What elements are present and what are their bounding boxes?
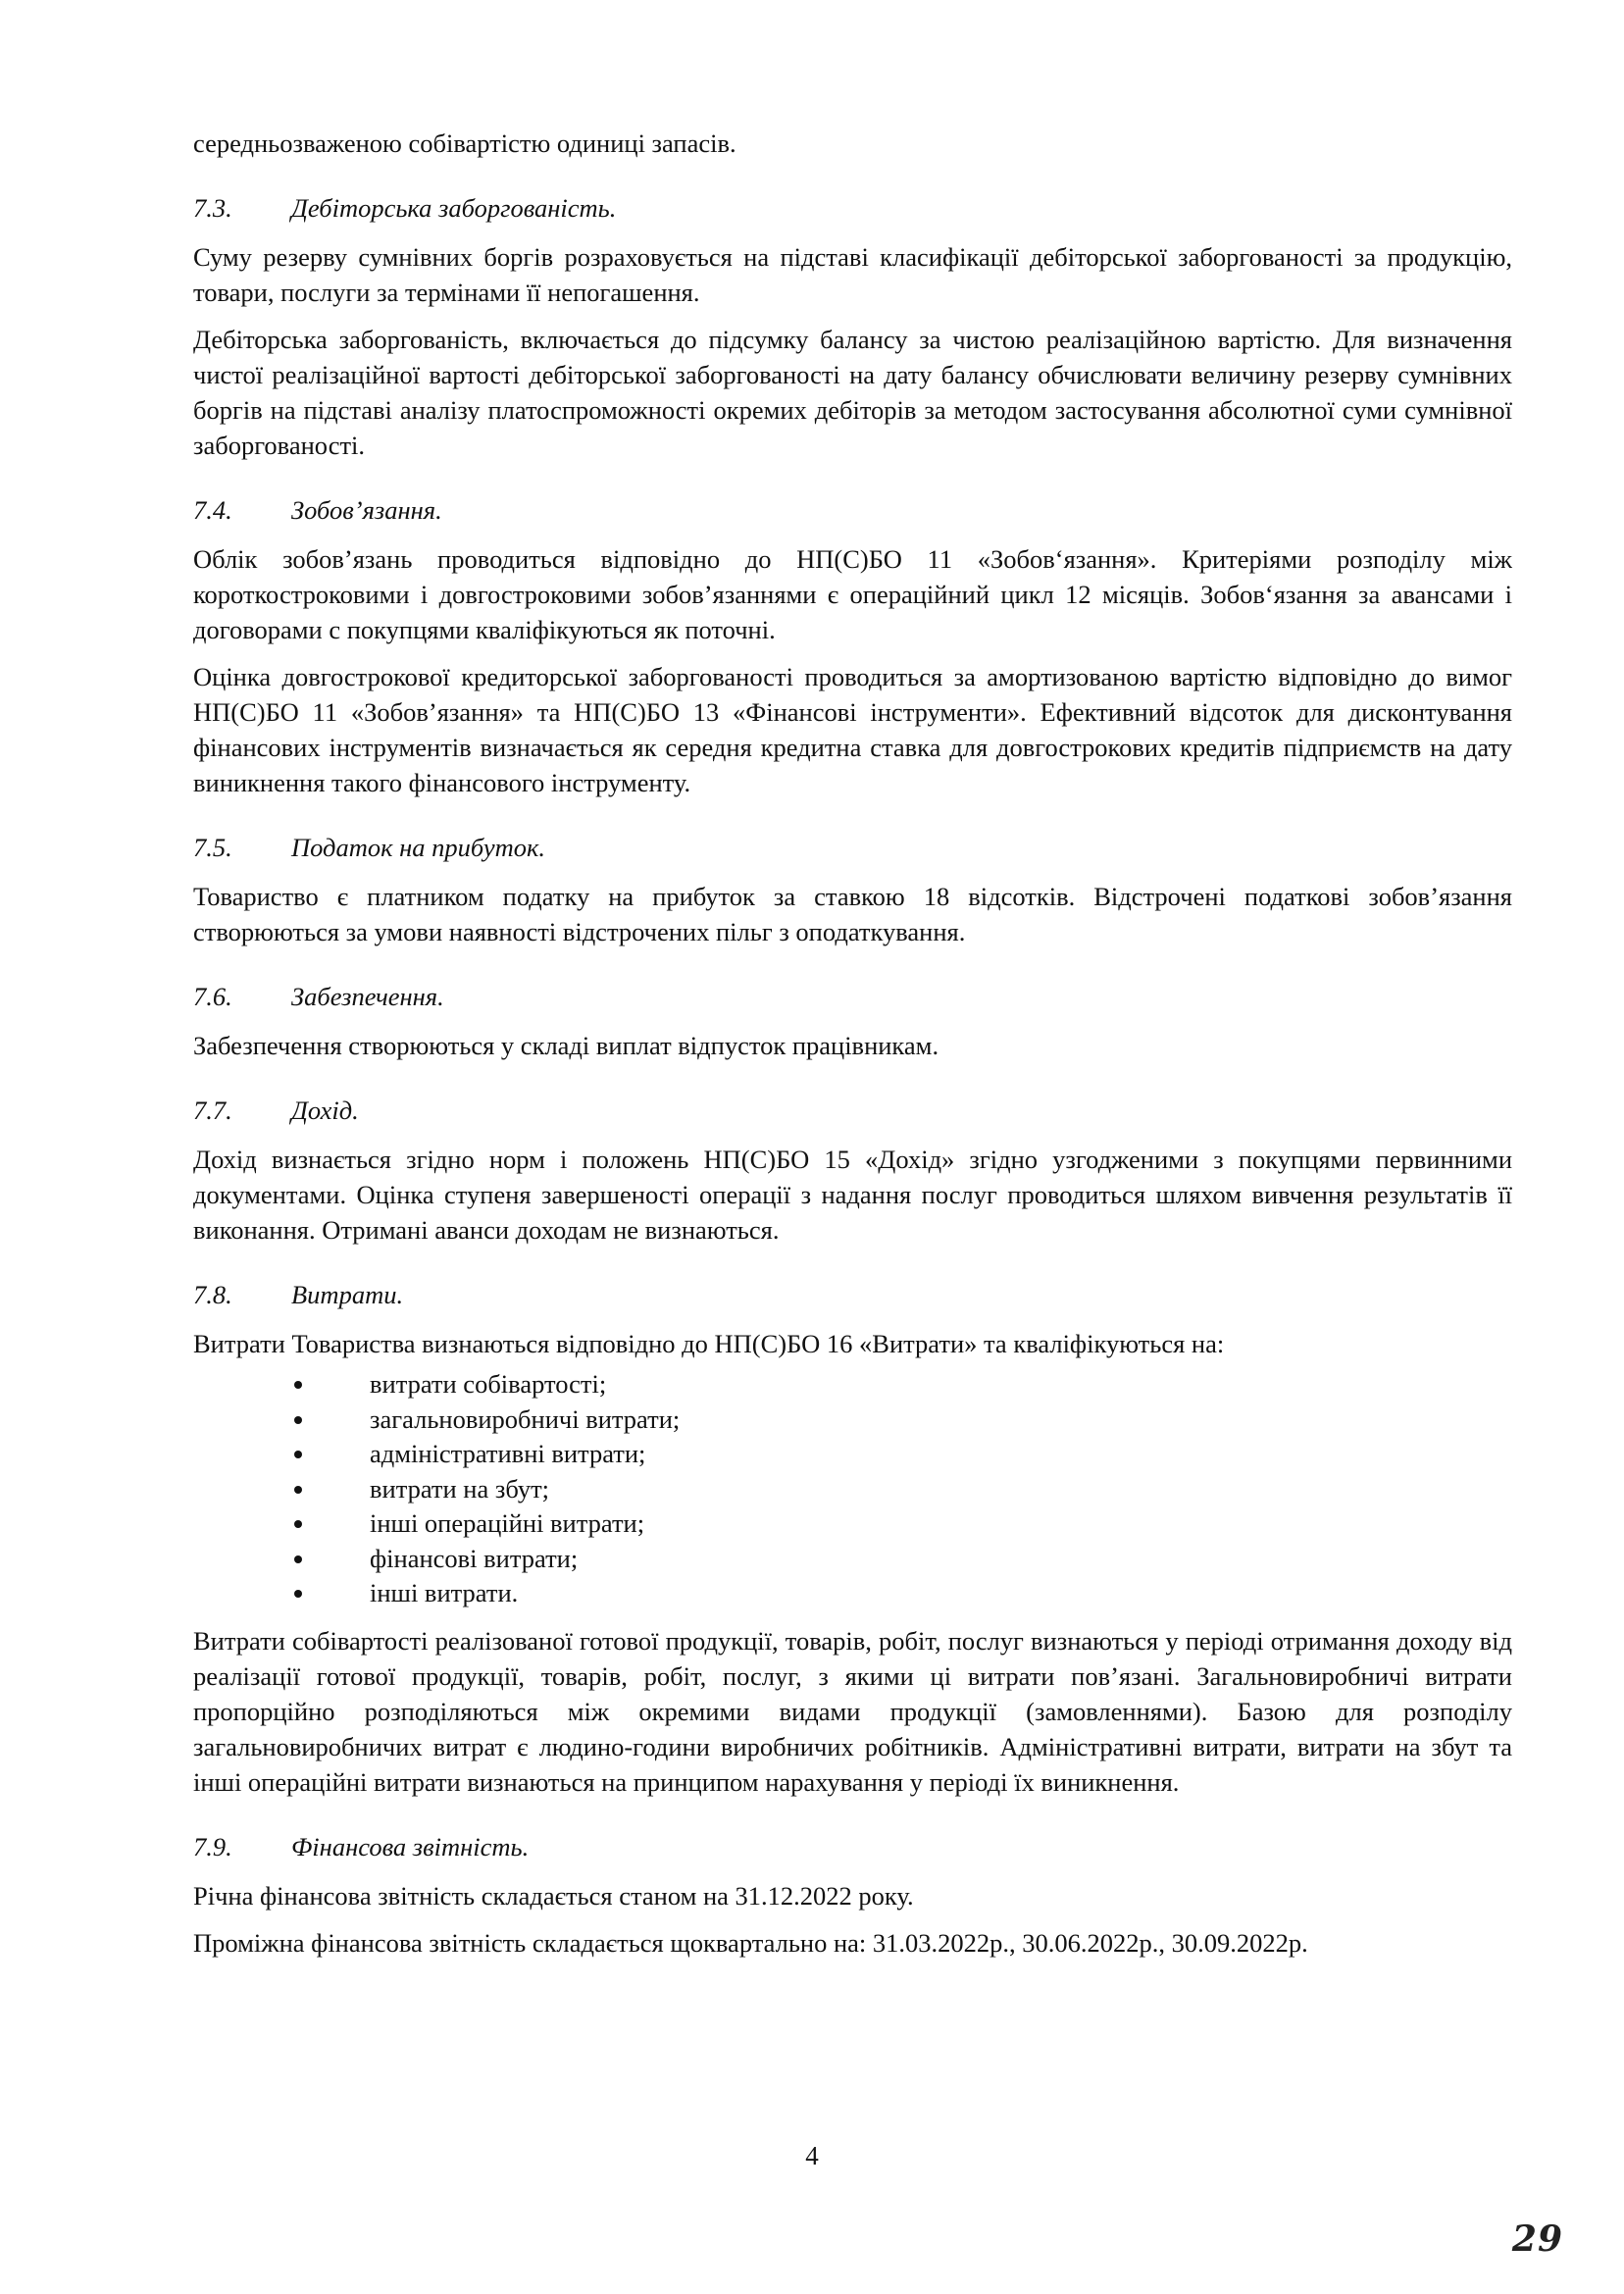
section-number: 7.7. [193, 1096, 232, 1125]
section-title: Дебіторська заборгованість. [291, 193, 617, 223]
list-item: інші витрати. [193, 1576, 1512, 1611]
section-7-6 [193, 979, 1512, 1063]
paragraph: Витрати Товариства визнаються відповідно до НП(С)БО 16 «Витрати» та кваліфікуються на: [193, 1329, 1225, 1358]
list-item: інші операційні витрати; [193, 1506, 1512, 1542]
bullet-icon [294, 1590, 302, 1598]
section-number: 7.3. [193, 193, 232, 223]
intro-text: середньозваженою собівартістю одиниці запасів. [193, 128, 736, 158]
list-item: адміністративні витрати; [193, 1437, 1512, 1472]
section-title: Дохід. [291, 1096, 359, 1125]
bullet-icon [294, 1520, 302, 1528]
section-heading [193, 1093, 1512, 1128]
paragraph: Товариство є платником податку на прибуток за ставкою 18 відсотків. Відстрочені податкові зобов’язання створюються за умови наявності відстрочених пільг з оподаткування. [193, 882, 1512, 946]
page-number: 4 [805, 2141, 819, 2170]
list-item: витрати на збут; [193, 1472, 1512, 1507]
list-item: фінансові витрати; [193, 1542, 1512, 1577]
section-number: 7.8. [193, 1280, 232, 1309]
bullet-icon [294, 1555, 302, 1563]
paragraph: Суму резерву сумнівних боргів розраховується на підставі класифікації дебіторської заборгованості за продукцію, товари, послуги за термінами її непогашення. [193, 242, 1512, 307]
section-heading [193, 979, 1512, 1014]
bullet-icon [294, 1381, 302, 1389]
section-7-7 [193, 1093, 1512, 1248]
section-7-5 [193, 830, 1512, 949]
bullet-icon [294, 1451, 302, 1458]
section-number: 7.4. [193, 495, 232, 525]
section-heading [193, 492, 1512, 528]
section-heading [193, 1277, 1512, 1312]
section-7-8 [193, 1277, 1512, 1800]
bullet-icon [294, 1416, 302, 1424]
section-number: 7.6. [193, 982, 232, 1011]
section-7-3 [193, 190, 1512, 463]
paragraph: Дохід визнається згідно норм і положень НП(С)БО 15 «Дохід» згідно узгодженими з покупцями первинними документами. Оцінка ступеня завершеності операції з надання послуг проводиться шляхом вивчення результатів її виконання. Отримані аванси доходам не визнаються. [193, 1145, 1512, 1245]
section-heading [193, 1829, 1512, 1864]
paragraph: Облік зобов’язань проводиться відповідно до НП(С)БО 11 «Зобов‘язання». Критеріями розподілу між короткостроковими і довгостроковими зобов’язаннями є операційний цикл 12 місяців. Зобов‘язання за авансами і договорами с покупцями кваліфікуються як поточні. [193, 544, 1512, 644]
list-item: загальновиробничі витрати; [193, 1402, 1512, 1438]
list-item: витрати собівартості; [193, 1367, 1512, 1402]
expense-list [193, 1367, 1512, 1611]
section-number: 7.9. [193, 1831, 232, 1861]
section-title: Зобов’язання. [291, 495, 442, 525]
paragraph: Витрати собівартості реалізованої готової продукції, товарів, робіт, послуг визнаються у періоді отримання доходу від реалізації готової продукції, товарів, робіт, послуг, з якими ці витрати пов’язані. Загальновиробничі витрати пропорційно розподіляються між окремими видами продукції (замовленнями). Базою для розподілу загальновиробничих витрат є людино-години виробничих робітників. Адміністративні витрати, витрати на збут та інші операційні витрати визнаються на принципом нарахування у періоді їх виникнення. [193, 1625, 1512, 1797]
handwritten-page-mark: 29 [1511, 2218, 1563, 2260]
section-7-9 [193, 1829, 1512, 1961]
section-title: Витрати. [291, 1280, 404, 1309]
section-title: Фінансова звітність. [291, 1831, 530, 1861]
section-number: 7.5. [193, 833, 232, 862]
paragraph: Забезпечення створюються у складі виплат відпусток працівникам. [193, 1031, 939, 1060]
bullet-icon [294, 1486, 302, 1494]
paragraph: Річна фінансова звітність складається станом на 31.12.2022 року. [193, 1880, 914, 1911]
section-heading [193, 190, 1512, 226]
section-7-4 [193, 492, 1512, 800]
document-body [193, 126, 1512, 1961]
paragraph: Дебіторська заборгованість, включається до підсумку балансу за чистою реалізаційною вартістю. Для визначення чистої реалізаційної вартості дебіторської заборгованості на дату балансу обчислювати величину резерву сумнівних боргів на підставі аналізу платоспроможності окремих дебіторів за методом застосування абсолютної суми сумнівної заборгованості. [193, 325, 1512, 460]
paragraph: Проміжна фінансова звітність складається щоквартально на: 31.03.2022р., 30.06.2022р., 30.09.2022р. [193, 1927, 1308, 1958]
section-title: Забезпечення. [291, 982, 444, 1011]
section-title: Податок на прибуток. [291, 833, 546, 862]
section-heading [193, 830, 1512, 865]
paragraph: Оцінка довгострокової кредиторської заборгованості проводиться за амортизованою вартістю відповідно до вимог НП(С)БО 11 «Зобов’язання» та НП(С)БО 13 «Фінансові інструменти». Ефективний відсоток для дисконтування фінансових інструментів визначається як середня кредитна ставка для довгострокових кредитів підприємств на дату виникнення такого фінансового інструменту. [193, 662, 1512, 797]
